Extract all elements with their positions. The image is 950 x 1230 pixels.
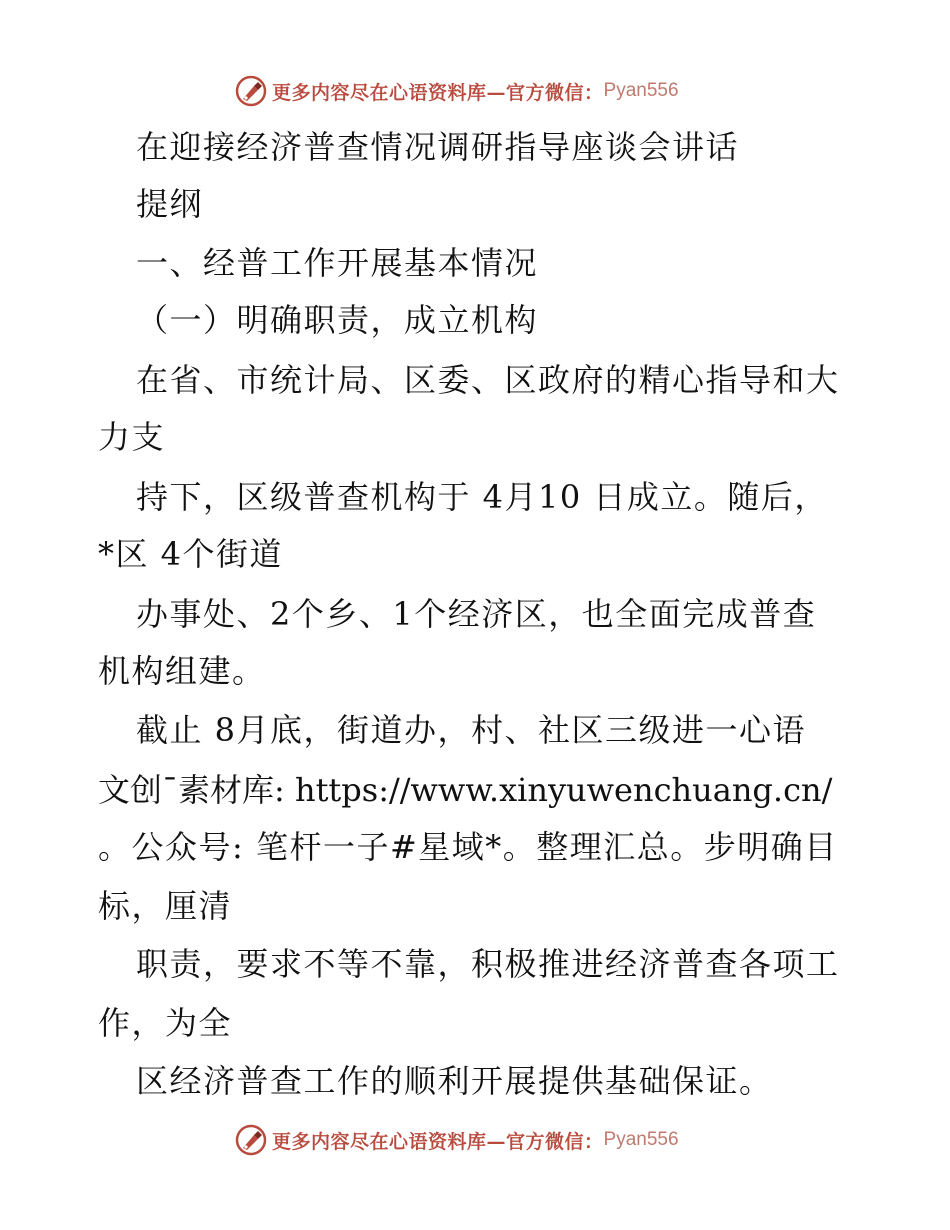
section-heading: 一、经普工作开展基本情况 bbox=[136, 244, 539, 282]
paragraph-line: 文创¯素材库: https://www.xinyuwenchuang.cn/ bbox=[98, 771, 833, 809]
paragraph-line: 机构组建。 bbox=[98, 652, 266, 690]
paragraph-line: 力支 bbox=[98, 418, 166, 456]
watermark-wechat-id: Pyan556 bbox=[603, 1129, 679, 1150]
paragraph-line: 作，为全 bbox=[98, 1004, 233, 1042]
paragraph-line: 在省、市统计局、区委、区政府的精心指导和大 bbox=[136, 361, 840, 399]
paragraph-line: 职责，要求不等不靠，积极推进经济普查各项工 bbox=[136, 945, 840, 983]
paragraph-line: *区 4个街道 bbox=[98, 535, 284, 573]
paragraph-line: 标，厘清 bbox=[98, 887, 233, 925]
watermark-text: 更多内容尽在心语资料库—官方微信： bbox=[272, 1130, 604, 1153]
watermark-text: 更多内容尽在心语资料库—官方微信： bbox=[272, 81, 604, 104]
pen-nib-logo-icon bbox=[234, 1123, 268, 1157]
watermark-wechat-id: Pyan556 bbox=[603, 80, 679, 101]
watermark-banner-bottom bbox=[234, 1122, 679, 1158]
paragraph-line: 办事处、2个乡、1个经济区，也全面完成普查 bbox=[136, 595, 817, 633]
paragraph-line: 持下，区级普查机构于 4月10 日成立。随后， bbox=[136, 478, 828, 516]
paragraph-line: 。公众号: 笔杆一子#星域*。整理汇总。步明确目 bbox=[98, 828, 838, 866]
subsection-heading: （一）明确职责，成立机构 bbox=[136, 301, 539, 339]
paragraph-line: 截止 8月底，街道办，村、社区三级进一心语 bbox=[136, 711, 807, 749]
paragraph-line: 区经济普查工作的顺利开展提供基础保证。 bbox=[136, 1062, 773, 1100]
doc-title-line: 提纲 bbox=[136, 185, 204, 223]
watermark-banner-top bbox=[234, 73, 679, 109]
doc-title-line: 在迎接经济普查情况调研指导座谈会讲话 bbox=[136, 128, 740, 166]
pen-nib-logo-icon bbox=[234, 74, 268, 108]
